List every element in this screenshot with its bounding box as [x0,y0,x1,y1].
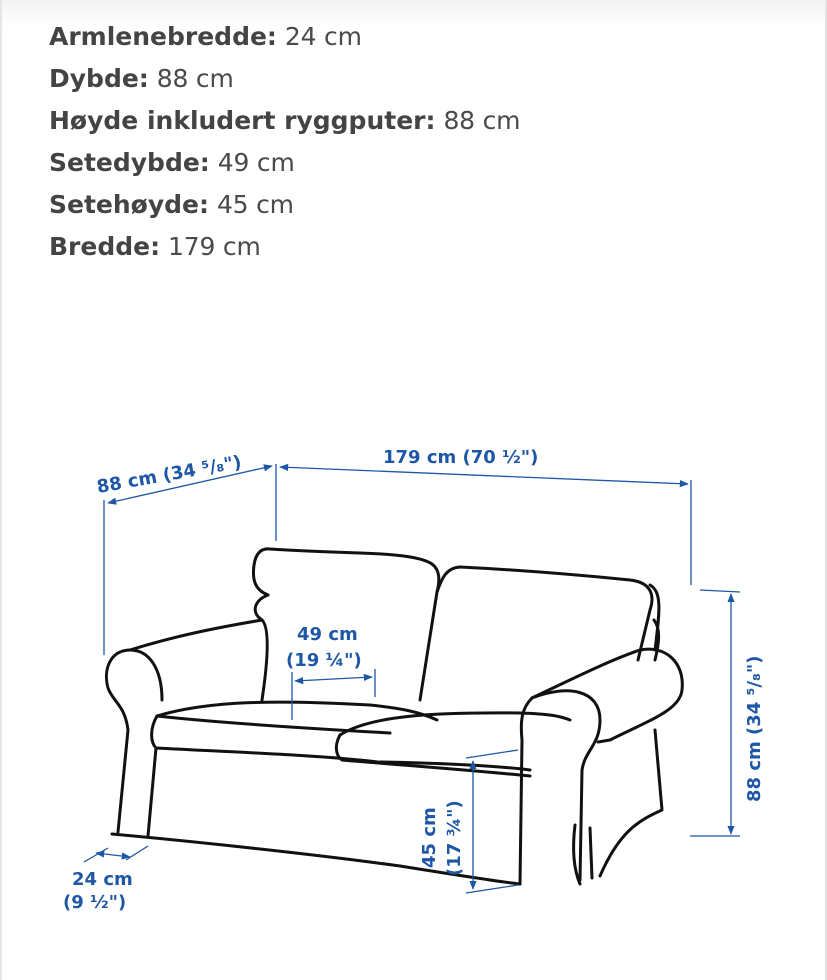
height-dimension-label: 88 cm (34 ⁵/₈") [744,655,765,802]
spec-value: 179 cm [168,232,261,261]
spec-value: 88 cm [156,64,234,93]
spec-width [49,226,520,268]
sofa-drawing [106,549,682,884]
spec-label: Bredde: [49,232,161,261]
dimension-lines [84,464,740,893]
seat-depth-inch-label: (19 ¼") [286,650,362,671]
spec-value: 24 cm [284,22,362,51]
spec-label: Høyde inkludert ryggputer: [49,106,436,135]
spec-label: Setehøyde: [49,190,209,219]
seat-height-cm-label: 45 cm [419,807,440,868]
arm-width-inch-label: (9 ½") [63,892,127,913]
spec-depth [49,58,520,100]
spec-label: Dybde: [49,64,149,93]
depth-dimension-label: 88 cm (34 ⁵/₈") [95,451,244,498]
sofa-dimension-diagram [0,420,827,920]
spec-seat-height [49,184,520,226]
spec-value: 49 cm [217,148,295,177]
arm-width-cm-label: 24 cm [72,869,133,890]
spec-value: 88 cm [443,106,521,135]
spec-value: 45 cm [216,190,294,219]
seat-height-inch-label: (17 ¾") [444,800,465,876]
seat-depth-cm-label: 49 cm [297,624,358,645]
spec-seat-depth [49,142,520,184]
spec-arm-width [49,16,520,58]
spec-height-incl-back-cushions [49,100,520,142]
spec-label: Setedybde: [49,148,210,177]
spec-label: Armlenebredde: [49,22,277,51]
product-dimensions-list [49,16,520,268]
width-dimension-label: 179 cm (70 ½") [383,447,539,468]
